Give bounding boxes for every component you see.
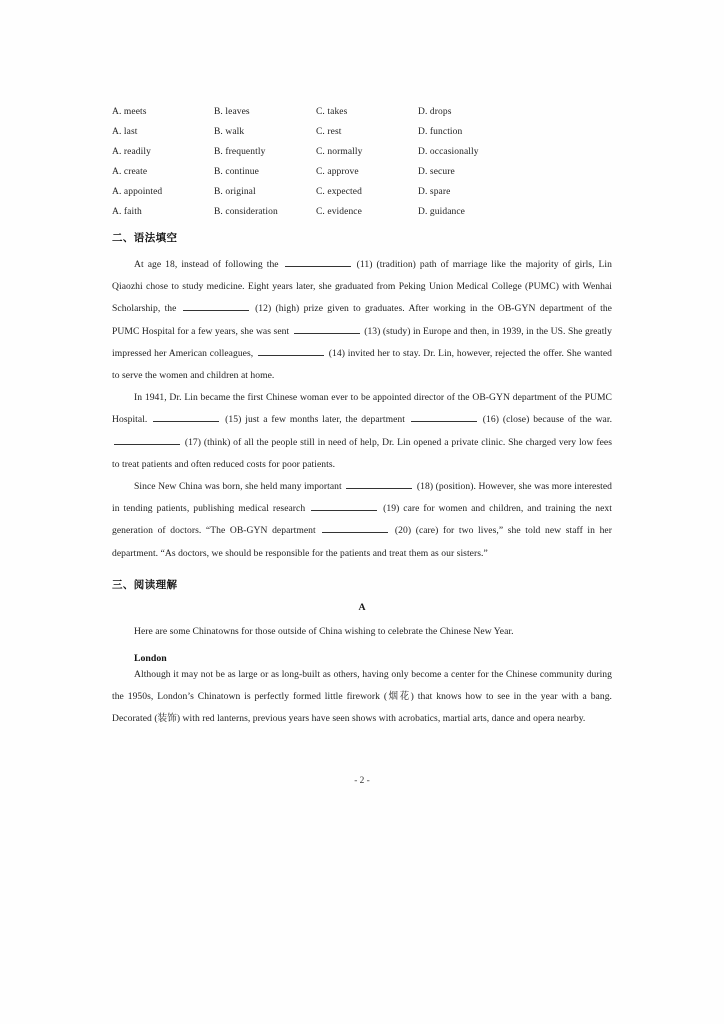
table-row xyxy=(112,128,612,138)
mc-option-d: D. occasionally xyxy=(418,147,479,158)
table-row xyxy=(112,148,612,158)
mc-option-d: D. spare xyxy=(418,187,451,198)
mc-option-b: B. leaves xyxy=(214,107,250,117)
mc-option-a: A. create xyxy=(112,167,148,178)
answer-blank[interactable] xyxy=(285,257,351,267)
mc-option-b: B. consideration xyxy=(214,207,278,218)
mc-option-b: B. walk xyxy=(214,127,245,138)
mc-option-c: C. takes xyxy=(316,107,348,117)
mc-option-a: A. readily xyxy=(112,147,151,158)
mc-option-c: C. evidence xyxy=(316,207,362,218)
reading-intro: Here are some Chinatowns for those outside of China wishing to celebrate the Chinese New Year. xyxy=(134,625,514,637)
grammar-paragraph-2 xyxy=(112,387,612,476)
reading-part-letter: A xyxy=(358,601,366,613)
mc-option-b: B. continue xyxy=(214,167,259,178)
answer-blank[interactable] xyxy=(294,324,360,334)
mc-option-b: B. frequently xyxy=(214,147,266,158)
text-fragment: (16) (close) because of the war. xyxy=(482,414,613,426)
grammar-paragraph-3 xyxy=(112,476,612,565)
answer-blank[interactable] xyxy=(322,523,388,533)
text-fragment: (13) (study) in Europe and then, in 1939, in the US. She greatly impressed her American colleagues, xyxy=(112,325,612,359)
answer-blank[interactable] xyxy=(183,301,249,311)
mc-option-c: C. expected xyxy=(316,187,362,198)
reading-city-paragraph: Although it may not be as large or as long-built as others, having only become a center for the Chinese community during the 1950s, London’s Chinatown is perfectly formed little firework (烟花) that knows how to see in the year with a bang. Decorated (装饰) with red lanterns, previous years have seen shows with acrobatics, martial arts, dance and opera nearby. xyxy=(112,669,612,725)
text-fragment: (11) (tradition) path of marriage like the majority of girls, Lin Qiaozhi chose to study medicine. Eight years later, she graduated from Peking Union Medical College (PUMC) with Wenhai Scholarship, the xyxy=(112,258,612,315)
text-fragment: At age 18, instead of following the xyxy=(134,258,279,270)
text-fragment: (14) invited her to stay. Dr. Lin, however, rejected the offer. She wanted to serve the women and children at home. xyxy=(112,347,612,381)
text-fragment: (12) (high) prize given to graduates. After working in the OB-GYN department of the PUMC Hospital for a few years, she was sent xyxy=(112,303,612,337)
table-row xyxy=(112,188,612,198)
mc-option-d: D. guidance xyxy=(418,207,465,218)
mc-option-a: A. meets xyxy=(112,107,147,117)
multiple-choice-block xyxy=(112,108,612,218)
answer-blank[interactable] xyxy=(346,479,412,489)
answer-blank[interactable] xyxy=(153,412,219,422)
page-number: - 2 - xyxy=(354,776,370,786)
mc-option-a: A. appointed xyxy=(112,187,163,198)
answer-blank[interactable] xyxy=(258,346,324,356)
text-fragment: (18) (position). However, she was more interested in tending patients, publishing medical research xyxy=(112,481,613,515)
text-fragment: (19) care for women and children, and training the next generation of doctors. “The OB-GYN department xyxy=(112,503,612,537)
mc-option-a: A. last xyxy=(112,127,138,138)
text-fragment: (15) just a few months later, the department xyxy=(225,414,405,426)
mc-option-c: C. rest xyxy=(316,127,342,138)
section-heading-grammar: 二、语法填空 xyxy=(112,231,178,244)
mc-option-a: A. faith xyxy=(112,207,142,218)
answer-blank[interactable] xyxy=(114,435,180,445)
mc-option-b: B. original xyxy=(214,187,256,198)
reading-city-heading: London xyxy=(134,653,167,665)
grammar-paragraph-1 xyxy=(112,254,612,387)
mc-option-d: D. secure xyxy=(418,167,455,178)
text-fragment: (20) (care) for two lives,” she told new staff in her department. “As doctors, we should be responsible for the patients and treat them as our sisters.” xyxy=(112,525,612,559)
text-fragment: Since New China was born, she held many important xyxy=(134,481,342,492)
answer-blank[interactable] xyxy=(311,501,377,511)
mc-option-c: C. approve xyxy=(316,167,359,178)
text-fragment: (17) (think) of all the people still in need of help, Dr. Lin opened a private clinic. She charged very low fees to treat patients and often reduced costs for poor patients. xyxy=(112,436,612,470)
answer-blank[interactable] xyxy=(411,412,477,422)
section-heading-reading: 三、阅读理解 xyxy=(112,578,178,591)
table-row xyxy=(112,108,612,118)
page-content xyxy=(112,108,612,731)
table-row xyxy=(112,168,612,178)
mc-option-d: D. drops xyxy=(418,107,452,117)
text-fragment: In 1941, Dr. Lin became the first Chinese woman ever to be appointed director of the OB-GYN department of the PUMC Hospital. xyxy=(112,392,612,426)
mc-option-d: D. function xyxy=(418,127,463,138)
mc-option-c: C. normally xyxy=(316,147,363,158)
table-row xyxy=(112,208,612,218)
